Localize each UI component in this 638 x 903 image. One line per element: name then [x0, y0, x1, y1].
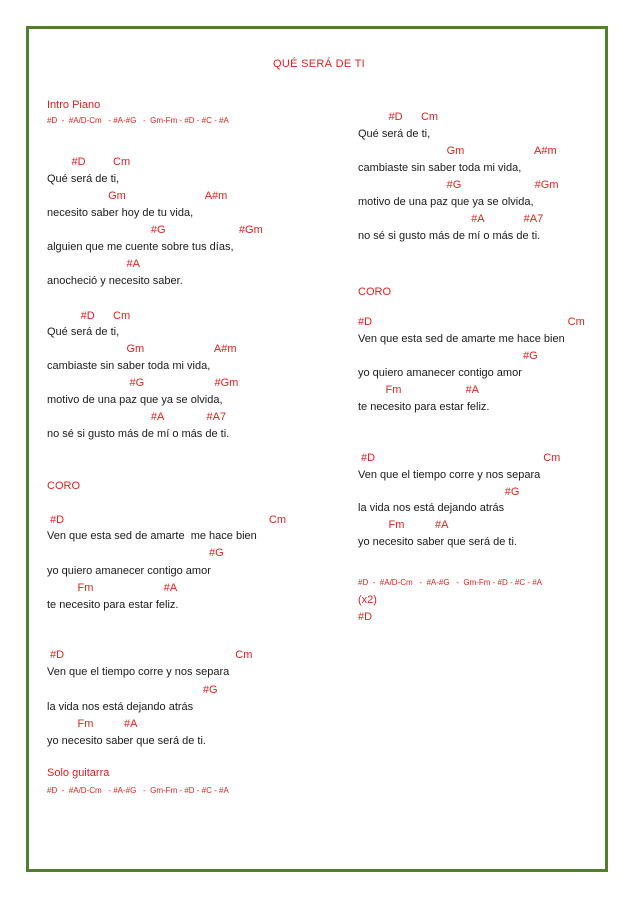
lyric-line: no sé si gusto más de mí o más de ti. [47, 428, 230, 440]
solo-label: Solo guitarra [47, 767, 110, 779]
chord-line: Gm A#m [358, 145, 557, 157]
chord-line: #D Cm [47, 514, 286, 526]
lyric-line: cambiaste sin saber toda mi vida, [358, 162, 522, 174]
chord-line: #A #A7 [47, 411, 227, 423]
chord-line: Gm A#m [47, 190, 228, 202]
chord-line: #G [47, 547, 224, 559]
lyric-line: cambiaste sin saber toda mi vida, [47, 360, 211, 372]
lyric-line: te necesito para estar feliz. [358, 401, 490, 413]
lyric-line: anocheció y necesito saber. [47, 275, 183, 287]
intro-label: Intro Piano [47, 99, 101, 111]
chord-line: Fm #A [47, 582, 178, 594]
chord-line: #D Cm [358, 316, 585, 328]
chord-line: Fm #A [358, 384, 480, 396]
lyric-line: Ven que esta sed de amarte me hace bien [47, 530, 257, 542]
chord-line: #D Cm [358, 452, 561, 464]
song-title: QUÉ SERÁ DE TI [272, 58, 366, 70]
lyric-line: yo necesito saber que será de ti. [358, 536, 517, 548]
chord-line: #D Cm [47, 649, 253, 661]
chord-line: #G [358, 350, 538, 362]
chord-line: #A #A7 [358, 213, 544, 225]
chord-line: Fm #A [47, 718, 138, 730]
lyric-line: necesito saber hoy de tu vida, [47, 207, 194, 219]
lyric-line: no sé si gusto más de mí o más de ti. [358, 230, 541, 242]
intro-chords: #D - #A/D-Cm - #A-#G - Gm-Fm - #D - #C - #A [47, 116, 229, 125]
lyric-line: yo quiero amanecer contigo amor [358, 367, 522, 379]
lyric-line: Ven que el tiempo corre y nos separa [47, 666, 230, 678]
lyric-line: Qué será de ti, [358, 128, 431, 140]
lyric-line: la vida nos está dejando atrás [358, 502, 505, 514]
lyric-line: motivo de una paz que ya se olvida, [358, 196, 534, 208]
chord-line: Fm #A [358, 519, 449, 531]
chord-line: #G [47, 684, 218, 696]
lyric-line: alguien que me cuente sobre tus días, [47, 241, 234, 253]
chord-line: Gm A#m [47, 343, 237, 355]
lyric-line: Qué será de ti, [47, 326, 120, 338]
outro-repeat: (x2) [358, 594, 377, 606]
lyric-line: yo quiero amanecer contigo amor [47, 565, 211, 577]
chord-line: #G [358, 486, 520, 498]
lyric-line: te necesito para estar feliz. [47, 599, 179, 611]
coro-label: CORO [47, 480, 80, 492]
chord-line: #G #Gm [358, 179, 559, 191]
solo-chords: #D - #A/D-Cm - #A-#G - Gm-Fm - #D - #C - #A [47, 786, 229, 795]
lyric-line: Ven que el tiempo corre y nos separa [358, 469, 541, 481]
lyric-line: motivo de una paz que ya se olvida, [47, 394, 223, 406]
chord-line: #G #Gm [47, 224, 263, 236]
outro-final-chord: #D [358, 611, 373, 623]
lyric-line: la vida nos está dejando atrás [47, 701, 194, 713]
lyric-line: Ven que esta sed de amarte me hace bien [358, 333, 565, 345]
lyric-line: Qué será de ti, [47, 173, 120, 185]
chord-line: #G #Gm [47, 377, 239, 389]
coro-label: CORO [358, 286, 391, 298]
chord-line: #D Cm [358, 111, 439, 123]
chord-line: #D Cm [47, 310, 131, 322]
lyric-line: yo necesito saber que será de ti. [47, 735, 206, 747]
chord-line: #A [47, 258, 140, 270]
chord-line: #D Cm [47, 156, 131, 168]
outro-chords: #D - #A/D-Cm - #A-#G - Gm-Fm - #D - #C - #A [358, 578, 543, 587]
